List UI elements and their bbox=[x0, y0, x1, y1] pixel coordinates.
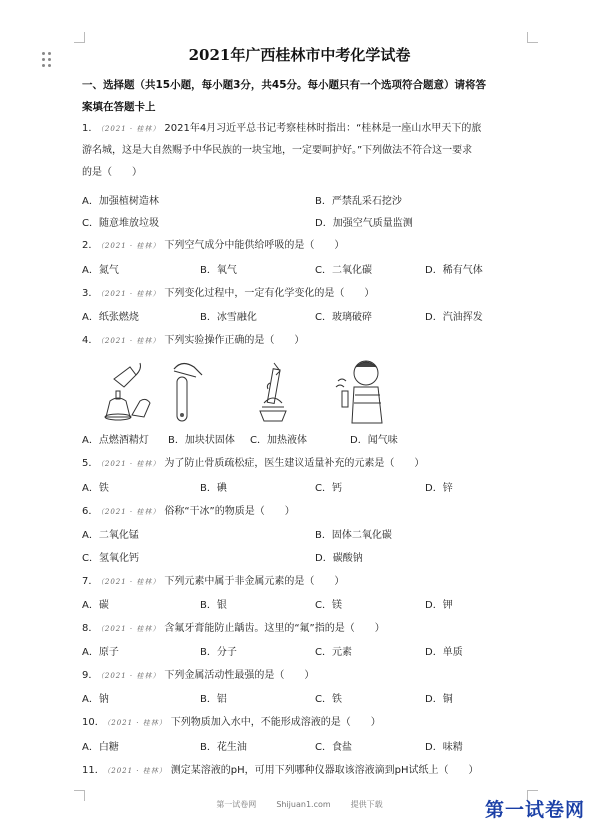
question-8: 8． （2021 · 桂林） 含氟牙膏能防止龋齿。这里的“氟”指的是（ ） bbox=[82, 623, 385, 634]
question-7: 7． （2021 · 桂林） 下列元素中属于非金属元素的是（ ） bbox=[82, 576, 345, 587]
option-a: A．钠 bbox=[82, 694, 109, 705]
option-b: B．花生油 bbox=[200, 742, 247, 753]
option-c: C．二氧化碳 bbox=[315, 265, 372, 276]
option-a: A．铁 bbox=[82, 483, 109, 494]
question-1: 1． （2021 · 桂林） 2021年4月习近平总书记考察桂林时指出：“桂林是一座山水甲天下的旅 bbox=[82, 123, 482, 134]
option-d: D．碳酸钠 bbox=[315, 553, 363, 564]
question-2: 2． （2021 · 桂林） 下列空气成分中能供给呼吸的是（ ） bbox=[82, 240, 345, 251]
option-a: A．白糖 bbox=[82, 742, 119, 753]
option-c: C．元素 bbox=[315, 647, 352, 658]
option-b: B．冰雪融化 bbox=[200, 312, 257, 323]
option-a: A．加强植树造林 bbox=[82, 196, 159, 207]
question-11: 11． （2021 · 桂林） 测定某溶液的pH，可用下列哪种仪器取该溶液滴到pH试纸上（ ） bbox=[82, 765, 479, 776]
page-footer: 第一试卷网 Shijuan1.com 提供下载 bbox=[216, 800, 383, 809]
option-d: D．味精 bbox=[425, 742, 463, 753]
option-d: D．汽油挥发 bbox=[425, 312, 483, 323]
option-c: C．食盐 bbox=[315, 742, 352, 753]
alcohol-lamp-lighting-illustration bbox=[96, 357, 156, 425]
question-9: 9． （2021 · 桂林） 下列金属活动性最强的是（ ） bbox=[82, 670, 315, 681]
margin-corner-mark bbox=[74, 32, 85, 43]
question-3: 3． （2021 · 桂林） 下列变化过程中，一定有化学变化的是（ ） bbox=[82, 288, 375, 299]
option-a: A．氮气 bbox=[82, 265, 119, 276]
question-4: 4． （2021 · 桂林） 下列实验操作正确的是（ ） bbox=[82, 335, 305, 346]
option-c: C．镁 bbox=[315, 600, 342, 611]
option-d: D．钾 bbox=[425, 600, 453, 611]
option-c: C．加热液体 bbox=[250, 435, 307, 446]
question-1-line-2: 游名城，这是大自然赐予中华民族的一块宝地，一定要呵护好。”下列做法不符合这一要求 bbox=[82, 145, 473, 156]
option-c: C．随意堆放垃圾 bbox=[82, 218, 159, 229]
site-watermark: 第一试卷网 bbox=[484, 799, 585, 821]
option-d: D．铜 bbox=[425, 694, 453, 705]
test-tube-solid-illustration bbox=[168, 357, 212, 425]
option-a: A．碳 bbox=[82, 600, 109, 611]
heating-liquid-illustration bbox=[250, 357, 296, 425]
question-5: 5． （2021 · 桂林） 为了防止骨质疏松症，医生建议适量补充的元素是（ ） bbox=[82, 458, 425, 469]
page-title: 2021年广西桂林市中考化学试卷 bbox=[188, 46, 411, 64]
option-b: B．分子 bbox=[200, 647, 237, 658]
option-d: D．单质 bbox=[425, 647, 463, 658]
option-c: C．铁 bbox=[315, 694, 342, 705]
question-1-line-3: 的是（ ） bbox=[82, 167, 142, 178]
option-d: D．闻气味 bbox=[350, 435, 398, 446]
option-d: D．加强空气质量监测 bbox=[315, 218, 413, 229]
option-b: B．银 bbox=[200, 600, 227, 611]
option-b: B．铝 bbox=[200, 694, 227, 705]
option-c: C．玻璃破碎 bbox=[315, 312, 372, 323]
option-b: B．严禁乱采石挖沙 bbox=[315, 196, 402, 207]
option-b: B．固体二氧化碳 bbox=[315, 530, 392, 541]
option-c: C．钙 bbox=[315, 483, 342, 494]
option-d: D．锌 bbox=[425, 483, 453, 494]
option-a: A．原子 bbox=[82, 647, 119, 658]
option-b: B．碘 bbox=[200, 483, 227, 494]
option-c: C．氢氧化钙 bbox=[82, 553, 139, 564]
option-a: A．纸张燃烧 bbox=[82, 312, 139, 323]
smelling-gas-illustration bbox=[328, 357, 388, 427]
option-b: B．氧气 bbox=[200, 265, 237, 276]
option-a: A．点燃酒精灯 bbox=[82, 435, 149, 446]
question-10: 10． （2021 · 桂林） 下列物质加入水中，不能形成溶液的是（ ） bbox=[82, 717, 381, 728]
question-6: 6． （2021 · 桂林） 俗称“干冰”的物质是（ ） bbox=[82, 506, 295, 517]
margin-corner-mark bbox=[527, 32, 538, 43]
option-d: D．稀有气体 bbox=[425, 265, 483, 276]
section-heading: 一、选择题（共15小题，每小题3分，共45分。每小题只有一个选项符合题意）请将答 案填在答题卡上 bbox=[82, 79, 487, 113]
option-b: B．加块状固体 bbox=[168, 435, 235, 446]
option-a: A．二氧化锰 bbox=[82, 530, 139, 541]
